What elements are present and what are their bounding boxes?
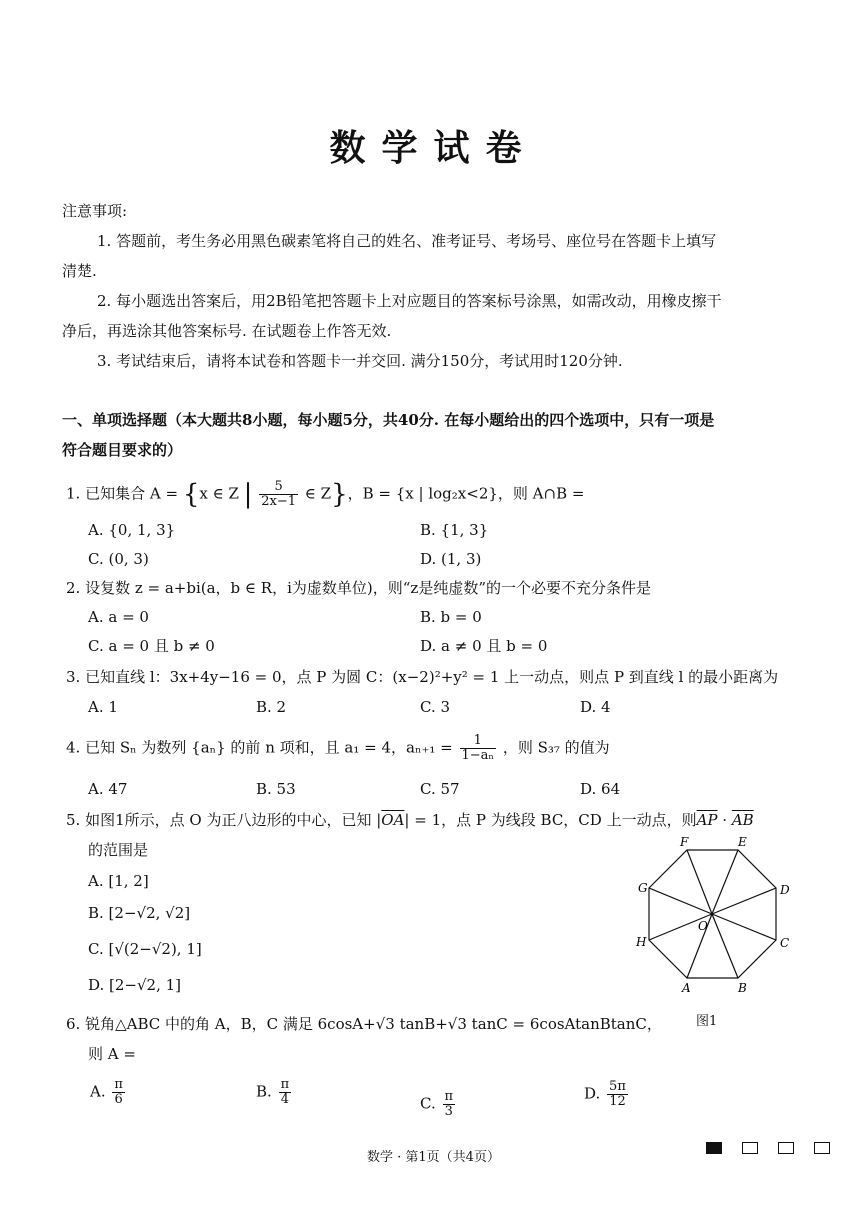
- question-6-cont: 则 A =: [88, 1045, 136, 1063]
- q4-option-d: D. 64: [580, 780, 621, 798]
- q6-a-num: π: [114, 1077, 123, 1092]
- q1-option-d: D. (1, 3): [420, 550, 482, 568]
- page-indicator-empty: [742, 1142, 758, 1154]
- q6-option-d: [584, 1080, 630, 1109]
- q1-fraction: [259, 480, 298, 509]
- vertex-label-g: G: [638, 881, 648, 895]
- q6-a-den: 6: [114, 1092, 123, 1107]
- q1-option-b: B. {1, 3}: [420, 521, 489, 539]
- notice-heading: 注意事项:: [62, 202, 128, 220]
- q5-vector-oa: $\overline{OA}$: [381, 811, 405, 829]
- q6-d-num: 5π: [609, 1079, 626, 1094]
- vertex-label-o: O: [698, 919, 708, 933]
- q6-a-fraction: [112, 1078, 125, 1107]
- question-2: 2. 设复数 z = a+bi(a，b ∈ R，i为虚数单位)，则“z是纯虚数”的一个必要不充分条件是: [66, 579, 651, 597]
- q5-vector-ab: $\overline{AB}$: [731, 811, 754, 829]
- notice-item-1: 1. 答题前，考生务必用黑色碳素笔将自己的姓名、准考证号、考场号、座位号在答题卡上填写: [97, 232, 717, 250]
- q2-option-d: D. a ≠ 0 且 b = 0: [420, 637, 548, 655]
- q4-fraction: [460, 734, 497, 763]
- q5-option-d: D. [2−√2, 1]: [88, 976, 182, 994]
- q3-option-b: B. 2: [256, 698, 287, 716]
- q5-option-a: A. [1, 2]: [88, 872, 149, 890]
- question-6: 6. 锐角△ABC 中的角 A，B，C 满足 6cosA+√3 tanB+√3 tanC = 6cosAtanBtanC，: [66, 1015, 662, 1033]
- q6-d-label: D.: [584, 1084, 601, 1103]
- question-5: [66, 810, 754, 830]
- page-indicator-empty: [814, 1142, 830, 1154]
- q6-c-num: π: [444, 1089, 454, 1104]
- q4-prefix: 4. 已知 Sₙ 为数列 {aₙ} 的前 n 项和，且 a₁ = 4，aₙ₊₁ =: [66, 738, 453, 757]
- question-4: [66, 734, 610, 763]
- vertex-label-d: D: [780, 883, 790, 897]
- vertex-label-e: E: [738, 835, 747, 849]
- vertex-label-f: F: [680, 835, 689, 849]
- page-footer: 数学 · 第1页（共4页）: [367, 1150, 500, 1165]
- q6-option-a: [90, 1078, 127, 1107]
- q1-option-c: C. (0, 3): [88, 550, 149, 568]
- q6-b-label: B.: [256, 1082, 272, 1101]
- section-heading: 一、单项选择题（本大题共8小题，每小题5分，共40分. 在每小题给出的四个选项中，只有一项是: [62, 411, 715, 429]
- octagon-figure: [630, 832, 800, 1002]
- q3-option-a: A. 1: [88, 698, 118, 716]
- notice-item-2-cont: 净后，再选涂其他答案标号. 在试题卷上作答无效.: [62, 322, 392, 340]
- vertex-label-a: A: [682, 981, 691, 995]
- q3-option-c: C. 3: [420, 698, 451, 716]
- notice-item-2: 2. 每小题选出答案后，用2B铅笔把答题卡上对应题目的答案标号涂黑，如需改动，用橡皮擦干: [97, 292, 722, 310]
- q4-frac-den: 1−aₙ: [461, 748, 495, 763]
- q5-dot: ·: [717, 811, 732, 829]
- page-title: 数学试卷: [329, 127, 538, 169]
- q6-c-fraction: [443, 1090, 456, 1119]
- question-5-cont: 的范围是: [88, 841, 149, 859]
- question-1: [66, 480, 584, 509]
- q1-option-a: A. {0, 1, 3}: [88, 521, 176, 539]
- q6-option-c: [420, 1090, 457, 1119]
- q4-option-a: A. 47: [88, 780, 128, 798]
- q4-option-c: C. 57: [420, 780, 460, 798]
- vertex-label-h: H: [636, 935, 647, 949]
- q1-suffix: ，B = {x | log₂x<2}，则 A∩B =: [347, 484, 585, 503]
- q6-b-fraction: [279, 1078, 292, 1107]
- q6-option-b: [256, 1078, 293, 1107]
- page-indicator-filled: [706, 1142, 722, 1154]
- q6-d-fraction: [607, 1080, 628, 1109]
- q4-suffix: ，则 S₃₇ 的值为: [502, 738, 610, 757]
- q1-frac-den: 2x−1: [261, 494, 296, 509]
- q4-option-b: B. 53: [256, 780, 296, 798]
- q6-c-label: C.: [420, 1094, 436, 1113]
- notice-item-3: 3. 考试结束后，请将本试卷和答题卡一并交回. 满分150分，考试用时120分钟.: [97, 352, 623, 370]
- q5-option-b: B. [2−√2, √2]: [88, 904, 191, 922]
- q5-option-c: C. [√(2−√2), 1]: [88, 940, 202, 958]
- q6-b-num: π: [280, 1077, 290, 1092]
- vertex-label-b: B: [738, 981, 747, 995]
- vertex-label-c: C: [780, 936, 790, 950]
- q6-a-label: A.: [90, 1082, 106, 1101]
- q2-option-a: A. a = 0: [88, 608, 149, 626]
- question-3: 3. 已知直线 l：3x+4y−16 = 0，点 P 为圆 C：(x−2)²+y² = 1 上一动点，则点 P 到直线 l 的最小距离为: [66, 668, 779, 686]
- notice-item-1-cont: 清楚.: [62, 262, 97, 280]
- q1-bar: |: [243, 479, 253, 510]
- page-indicator-empty: [778, 1142, 794, 1154]
- q5-text-b: | = 1，点 P 为线段 BC，CD 上一动点，则: [404, 811, 697, 829]
- q1-frac-num: 5: [259, 480, 298, 495]
- q2-option-b: B. b = 0: [420, 608, 482, 626]
- q1-brace-right: }: [331, 479, 348, 510]
- figure-caption: 图1: [696, 1014, 718, 1029]
- q1-prefix: 1. 已知集合 A =: [66, 484, 179, 503]
- section-heading-cont: 符合题目要求的）: [62, 441, 183, 459]
- q4-frac-num: 1: [460, 734, 497, 749]
- q2-option-c: C. a = 0 且 b ≠ 0: [88, 637, 215, 655]
- q6-c-den: 3: [444, 1104, 453, 1119]
- q3-option-d: D. 4: [580, 698, 611, 716]
- q6-d-den: 12: [609, 1094, 626, 1109]
- q5-text-a: 5. 如图1所示，点 O 为正八边形的中心，已知 |: [66, 811, 382, 829]
- q6-b-den: 4: [280, 1092, 289, 1107]
- q1-set-right: ∈ Z: [304, 484, 332, 503]
- q1-set-left: x ∈ Z: [199, 484, 239, 503]
- q5-vector-ap: $\overline{AP}$: [696, 811, 718, 829]
- q1-brace-left: {: [182, 479, 200, 510]
